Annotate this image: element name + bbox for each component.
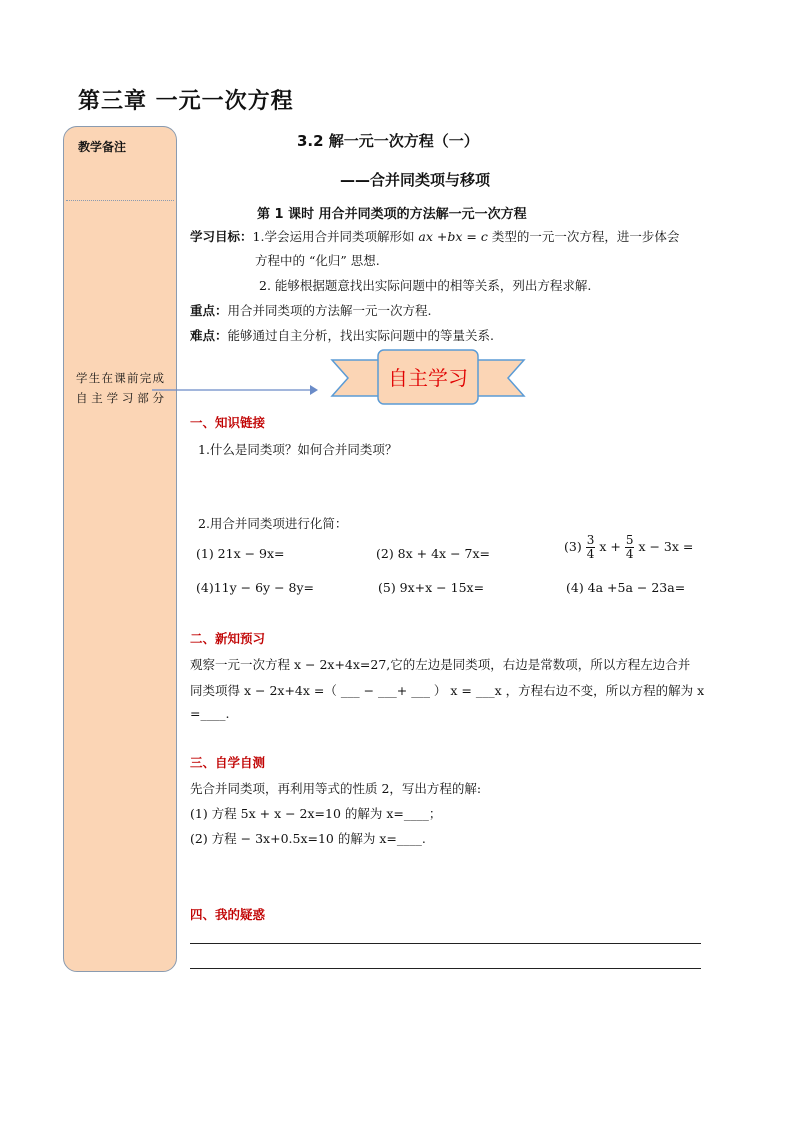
chapter-title: 第三章 一元一次方程 bbox=[78, 89, 294, 114]
expression-6: (4) 4a +5a − 23a= bbox=[566, 580, 686, 595]
expression-3: (3) $\frac{3}{4}$ x + $\frac{5}{4}$ x − 3x = bbox=[564, 533, 694, 561]
expression-4: (4)11y − 6y − 8y= bbox=[196, 580, 315, 595]
fraction: $\frac{5}{4}$ bbox=[625, 533, 634, 561]
preview-line3: =____. bbox=[190, 706, 230, 721]
arrow-icon bbox=[150, 380, 320, 400]
section4-heading: 四、我的疑惑 bbox=[190, 907, 266, 922]
expression-2: (2) 8x + 4x − 7x= bbox=[376, 546, 491, 561]
question-1: 1.什么是同类项？如何合并同类项？ bbox=[198, 442, 398, 457]
answer-line[interactable] bbox=[190, 968, 701, 969]
teaching-notes-sidebar bbox=[63, 126, 177, 972]
self-test-item1: (1) 方程 5x + x − 2x=10 的解为 x=____； bbox=[190, 806, 442, 821]
sidebar-divider bbox=[66, 200, 174, 201]
difficulty-point: 难点：能够通过自主分析，找出实际问题中的等量关系. bbox=[190, 328, 494, 343]
expression-1: (1) 21x − 9x= bbox=[196, 546, 285, 561]
section3-heading: 三、自学自测 bbox=[190, 755, 266, 770]
expression-5: (5) 9x+x − 15x= bbox=[378, 580, 485, 595]
question-2: 2.用合并同类项进行化简： bbox=[198, 516, 348, 531]
self-test-intro: 先合并同类项，再利用等式的性质 2，写出方程的解: bbox=[190, 781, 482, 796]
preview-line1: 观察一元一次方程 x − 2x+4x=27,它的左边是同类项，右边是常数项，所以方程左边合并 bbox=[190, 657, 691, 672]
fraction: $\frac{3}{4}$ bbox=[586, 533, 595, 561]
banner-text: 自主学习 bbox=[388, 366, 468, 390]
sidebar-header: 教学备注 bbox=[78, 140, 127, 154]
section1-heading: 一、知识链接 bbox=[190, 415, 266, 430]
key-point: 重点：用合并同类项的方法解一元一次方程. bbox=[190, 303, 432, 318]
preview-line2: 同类项得 x − 2x+4x =（ ___ − ___+ ___ ） x = ___x ，方程右边不变，所以方程的解为 x bbox=[190, 683, 705, 698]
self-study-banner bbox=[330, 346, 526, 408]
objectives-label: 学习目标： bbox=[190, 229, 253, 244]
section2-heading: 二、新知预习 bbox=[190, 631, 266, 646]
formula: ax +bx = c bbox=[418, 229, 488, 244]
lesson-title: 第 1 课时 用合并同类项的方法解一元一次方程 bbox=[257, 207, 527, 222]
section-subtitle: ——合并同类项与移项 bbox=[340, 171, 491, 189]
self-test-item2: (2) 方程 − 3x+0.5x=10 的解为 x=____. bbox=[190, 831, 426, 846]
sidebar-note: 学生在课前完成自主学习部分 bbox=[76, 371, 164, 405]
section-title: 3.2 解一元一次方程（一） bbox=[297, 132, 479, 150]
answer-line[interactable] bbox=[190, 943, 701, 944]
objectives-line2: 2. 能够根据题意找出实际问题中的相等关系，列出方程求解. bbox=[259, 278, 592, 293]
objectives-line1-cont: 方程中的 “化归” 思想. bbox=[255, 253, 380, 268]
objectives-line1: 学习目标：1.学会运用合并同类项解形如 ax +bx = c 类型的一元一次方程，进一步体会 bbox=[190, 229, 680, 244]
